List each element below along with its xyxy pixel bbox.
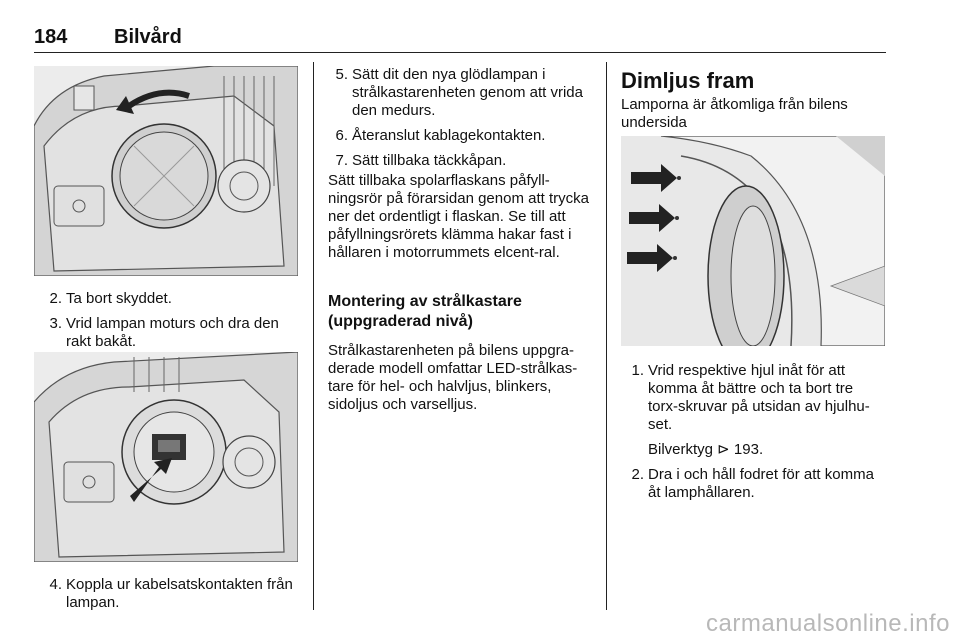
section-subheading: Montering av strålkastare (uppgraderad nivå) — [328, 293, 522, 330]
list-item: 2. Ta bort skyddet. — [49, 290, 172, 307]
chapter-title: Bilvård — [114, 26, 182, 48]
page-number: 184 — [34, 26, 68, 48]
steps-list-d — [622, 362, 886, 509]
list-item: Bilverktyg ⊳ 193. — [648, 441, 764, 458]
steps-list-a — [40, 290, 302, 358]
figure-bulb-connector — [34, 352, 298, 562]
column-divider — [313, 62, 314, 610]
steps-list-c — [326, 66, 588, 177]
figure-remove-cover — [34, 66, 298, 276]
steps-list-b — [40, 576, 302, 619]
body-paragraph-2: Strålkastarenheten på bilens uppgra-derade modell omfattar LED-strålkas-tare för hel- och halvljus, blinkers, sidoljus och varselljus. — [328, 342, 578, 413]
figure-wheel-arch — [621, 136, 885, 346]
list-item: 1. Vrid respektive hjul inåt för att komma åt bättre och ta bort tre torx-skruvar på utsidan av hjulhu-set. — [631, 362, 870, 433]
list-item: 3. Vrid lampan moturs och dra den rakt bakåt. — [49, 315, 279, 350]
page-header — [34, 26, 886, 53]
list-item: 5. Sätt dit den nya glödlampan i strålkastarenheten genom att vrida den medurs. — [335, 66, 583, 119]
watermark: carmanualsonline.info — [706, 610, 950, 637]
list-item: 6. Återanslut kablagekontakten. — [335, 127, 546, 144]
list-item: 4. Koppla ur kabelsatskontakten från lampan. — [49, 576, 293, 611]
list-item: 2. Dra i och håll fodret för att komma åt lamphållaren. — [631, 466, 874, 501]
list-item: 7. Sätt tillbaka täckkåpan. — [335, 152, 507, 169]
intro-text: Lamporna är åtkomliga från bilens undersida — [621, 96, 848, 131]
body-paragraph: Sätt tillbaka spolarflaskans påfyll-ningsrör på förarsidan genom att trycka ner det ordentligt i flaskan. Se till att påfyllningsrörets klämma hakar fast i hållaren i motorrummets elcent-ral. — [328, 172, 589, 261]
section-heading: Dimljus fram — [621, 68, 755, 93]
column-divider — [606, 62, 607, 610]
